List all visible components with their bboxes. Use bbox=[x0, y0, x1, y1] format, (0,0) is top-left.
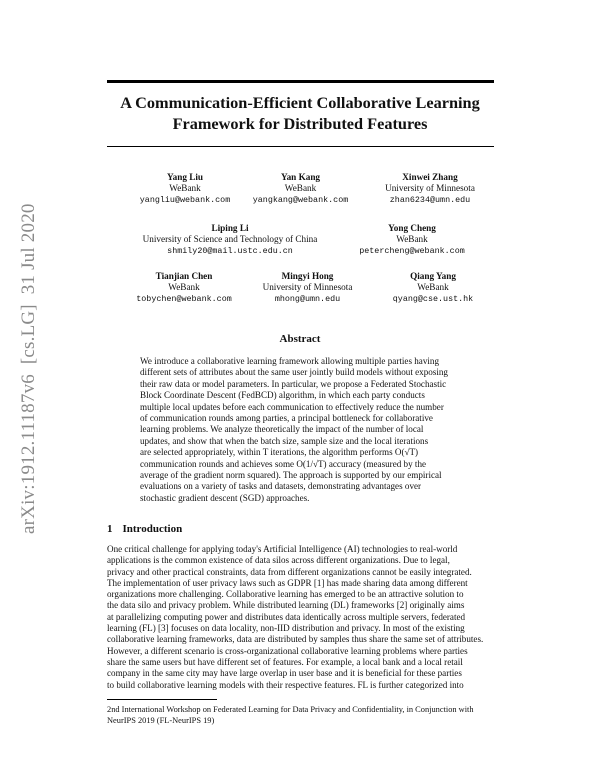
abstract-line: Block Coordinate Descent (FedBCD) algorithm, in which each party conducts bbox=[140, 390, 425, 401]
intro-line: share the same users but have different set of features. For example, a local bank and a local retail bbox=[107, 656, 463, 667]
author-block bbox=[130, 172, 240, 206]
abstract-line: evaluations on a variety of tasks and datasets, demonstrating advantages over bbox=[140, 481, 422, 492]
abstract-line: multiple local updates before each communication to effectively reduce the number bbox=[140, 401, 444, 412]
author-affiliation: WeBank bbox=[169, 183, 201, 194]
author-email[interactable]: yangkang@webank.com bbox=[252, 194, 349, 205]
author-block bbox=[250, 271, 365, 305]
intro-line: One critical challenge for applying today's Artificial Intelligence (AI) technologies to real-world bbox=[107, 544, 458, 554]
intro-line: privacy and other practical constraints, data from different organizations cannot be easily integrated. bbox=[107, 566, 472, 577]
abstract-line: average of the gradient norm squared). The approach is supported by our empirical bbox=[140, 470, 442, 481]
intro-line: applications is the common existence of data silos across different organizations. Due to legal, bbox=[107, 555, 450, 566]
author-block bbox=[130, 223, 330, 257]
author-name: Xinwei Zhang bbox=[402, 172, 458, 182]
section-heading-introduction bbox=[107, 523, 182, 535]
author-block bbox=[352, 223, 472, 257]
author-block bbox=[243, 172, 358, 206]
title-rule-bottom bbox=[107, 146, 494, 147]
introduction-body bbox=[107, 544, 495, 691]
section-number: 1 bbox=[107, 523, 113, 535]
abstract-heading: Abstract bbox=[279, 333, 321, 345]
abstract-line: different sets of attributes about the same user jointly build models without exposing bbox=[140, 367, 448, 378]
author-email[interactable]: qyang@cse.ust.hk bbox=[392, 293, 474, 304]
author-name: Tianjian Chen bbox=[155, 271, 213, 281]
intro-line: learning (FL) [3] focuses on data locality, non-IID distribution and privacy. In most of the existing bbox=[107, 623, 465, 634]
author-name: Mingyi Hong bbox=[281, 271, 334, 281]
intro-line: However, a different scenario is cross-organizational collaborative learning problems where parties bbox=[107, 645, 468, 656]
abstract-line: stochastic gradient descent (SGD) approaches. bbox=[140, 492, 310, 503]
abstract-line: communication rounds and achieves some O(1/√T) accuracy (measured by the bbox=[140, 458, 427, 469]
intro-line: collaborative learning frameworks, data are distributed by samples thus share the same set of attributes. bbox=[107, 634, 484, 645]
abstract-line: We introduce a collaborative learning framework allowing multiple parties having bbox=[140, 356, 440, 366]
intro-line: company in the same city may have large overlap in user base and it is beneficial for these parties bbox=[107, 668, 462, 679]
intro-line: at parallelizing computing power and distributes data identically across multiple servers, federated bbox=[107, 611, 466, 622]
footnote-rule bbox=[107, 699, 217, 700]
author-name: Qiang Yang bbox=[410, 271, 456, 281]
author-block bbox=[378, 271, 488, 305]
abstract-line: of communication rounds among parties, a principal bottleneck for collaborative bbox=[140, 413, 433, 424]
intro-line: organizations more challenging. Collaborative learning has emerged to be an attractive solution to bbox=[107, 589, 464, 600]
author-affiliation: WeBank bbox=[284, 183, 317, 194]
intro-line: to build collaborative learning models with their respective features. FL is further categorized into bbox=[107, 679, 464, 690]
author-block bbox=[370, 172, 490, 206]
author-affiliation: WeBank bbox=[396, 234, 428, 245]
abstract-line: learning problems. We analyze theoretically the impact of the number of local bbox=[140, 424, 424, 435]
title-line: A Communication-Efficient Collaborative Learning bbox=[120, 93, 480, 112]
section-title: Introduction bbox=[122, 523, 183, 535]
author-name: Yan Kang bbox=[280, 172, 321, 182]
arxiv-identifier: arXiv:1912.11187v6 [cs.LG] 31 Jul 2020 bbox=[18, 203, 39, 534]
author-email[interactable]: mhong@umn.edu bbox=[274, 293, 341, 304]
title-rule-top bbox=[107, 80, 494, 83]
author-affiliation: WeBank bbox=[417, 282, 449, 293]
author-email[interactable]: petercheng@webank.com bbox=[359, 245, 465, 256]
author-affiliation: University of Minnesota bbox=[385, 183, 475, 194]
footnote-line: NeurIPS 2019 (FL-NeurIPS 19) bbox=[107, 715, 215, 725]
abstract-line: are selected appropriately, within T iterations, the algorithm performs O(√T) bbox=[140, 447, 419, 458]
author-affiliation: University of Science and Technology of China bbox=[142, 234, 318, 245]
abstract-line: their raw data or model parameters. In particular, we propose a Federated Stochastic bbox=[140, 378, 447, 389]
author-block bbox=[128, 271, 240, 305]
paper-title bbox=[100, 92, 500, 134]
intro-line: the data silo and privacy problem. While distributed learning (DL) frameworks [2] originally aims bbox=[107, 600, 465, 611]
author-affiliation: University of Minnesota bbox=[262, 282, 353, 293]
author-name: Yang Liu bbox=[167, 172, 203, 182]
intro-line: The implementation of user privacy laws such as GDPR [1] has made sharing data among different bbox=[107, 577, 468, 588]
title-line: Framework for Distributed Features bbox=[172, 114, 428, 133]
author-email[interactable]: zhan6234@umn.edu bbox=[389, 194, 471, 205]
author-email[interactable]: shmily20@mail.ustc.edu.cn bbox=[167, 245, 293, 256]
footnote bbox=[107, 705, 497, 726]
author-email[interactable]: tobychen@webank.com bbox=[136, 293, 232, 304]
author-email[interactable]: yangliu@webank.com bbox=[139, 194, 231, 205]
author-affiliation: WeBank bbox=[168, 282, 200, 293]
abstract-line: updates, and show that when the batch size, sample size and the local iterations bbox=[140, 435, 429, 446]
author-name: Yong Cheng bbox=[388, 223, 436, 233]
author-name: Liping Li bbox=[211, 223, 249, 233]
abstract-body bbox=[140, 356, 462, 504]
footnote-line: 2nd International Workshop on Federated Learning for Data Privacy and Confidentiality, in Conjunction with bbox=[107, 705, 474, 714]
